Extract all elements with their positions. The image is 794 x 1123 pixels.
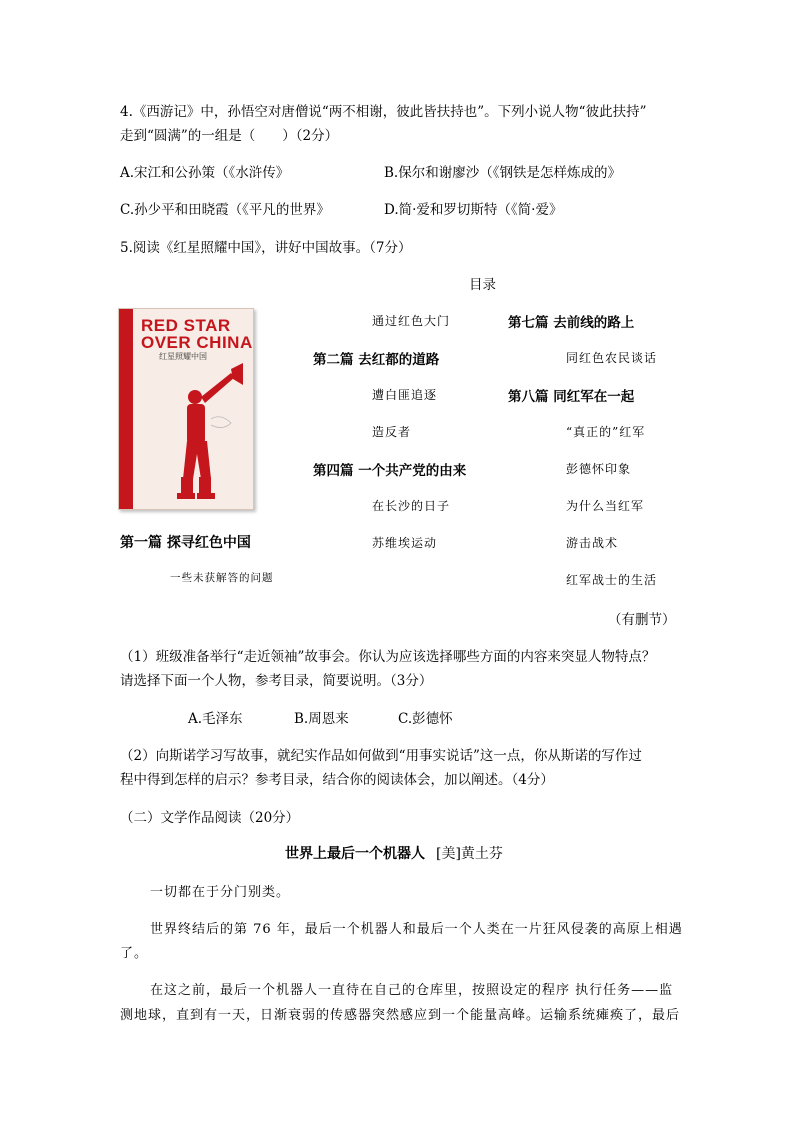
- toc-item-peng: 彭德怀印象: [566, 462, 632, 476]
- q5-sub1-line2: 请选择下面一个人物，参考目录，简要说明。（3分）: [120, 673, 433, 689]
- cover-title-line2: OVER CHINA: [141, 333, 253, 352]
- toc-part8: 第八篇 同红军在一起: [508, 389, 635, 405]
- toc-item-changsha: 在长沙的日子: [372, 499, 451, 513]
- q5-choice-c: C.彭德怀: [398, 711, 453, 727]
- story-paragraph-3-line1: 在这之前，最后一个机器人一直待在自己的仓库里，按照设定的程序 执行任务——监: [150, 983, 674, 998]
- q4-option-d: D.简·爱和罗切斯特（《简·爱》: [384, 202, 563, 218]
- toc-part2: 第二篇 去红都的道路: [313, 352, 440, 368]
- toc-note: （有删节）: [608, 612, 676, 628]
- q5-choice-a: A.毛泽东: [188, 711, 243, 727]
- toc-item-why-army: 为什么当红军: [566, 499, 645, 513]
- story-paragraph-3-line2: 测地球，直到有一天，日渐衰弱的传感器突然感应到一个能量高峰。运输系统瘫痪了，最后: [120, 1008, 681, 1023]
- toc-part7: 第七篇 去前线的路上: [508, 315, 635, 331]
- toc-item-chased: 遭白匪追逐: [372, 388, 438, 402]
- toc-item-rebels: 造反者: [372, 425, 412, 439]
- toc-item-soldier-life: 红军战士的生活: [566, 573, 658, 587]
- toc-title: 目录: [469, 277, 496, 293]
- toc-item-real-army: “真正的”红军: [566, 425, 646, 439]
- cover-title-cn: 红星照耀中国: [159, 352, 207, 361]
- story-paragraph-2-line1: 世界终结后的第 76 年，最后一个机器人和最后一个人类在一片狂风侵袭的高原上相遇: [150, 922, 683, 937]
- q4-option-a: A.宋江和公孙策（《水浒传》: [120, 165, 290, 181]
- q5-choice-b: B.周恩来: [294, 711, 349, 727]
- toc-item-red-gate: 通过红色大门: [372, 314, 451, 328]
- toc-item-guerrilla: 游击战术: [566, 536, 619, 550]
- trumpeter-silhouette: [119, 309, 253, 509]
- section2-heading: （二）文学作品阅读（20分）: [120, 810, 300, 826]
- cover-title-line1: RED STAR: [141, 316, 231, 335]
- q5-intro: 5.阅读《红星照耀中国》，讲好中国故事。（7分）: [120, 240, 412, 256]
- q4-option-c: C.孙少平和田晓霞（《平凡的世界》: [120, 202, 330, 218]
- story-paragraph-2-line2: 了。: [120, 946, 149, 961]
- q5-sub1-line1: （1）班级准备举行“走近领袖”故事会。你认为应该选择哪些方面的内容来突显人物特点？: [120, 649, 656, 665]
- q4-option-b: B.保尔和谢廖沙（《钢铁是怎样炼成的》: [384, 165, 621, 181]
- toc-item-soviet: 苏维埃运动: [372, 536, 438, 550]
- q5-sub2-line1: （2）向斯诺学习写故事，就纪实作品如何做到“用事实说话”这一点，你从斯诺的写作过: [120, 748, 642, 764]
- toc-part4: 第四篇 一个共产党的由来: [313, 463, 467, 479]
- toc-part1: 第一篇 探寻红色中国: [120, 535, 251, 551]
- q4-line1: 4.《西游记》中，孙悟空对唐僧说“两不相谢，彼此皆扶持也”。下列小说人物“彼此扶持”: [120, 104, 647, 120]
- story-author: [美]黄土芬: [436, 846, 503, 862]
- toc-part1-item1: 一些未获解答的问题: [170, 572, 274, 584]
- story-title: 世界上最后一个机器人: [285, 846, 425, 862]
- story-paragraph-1: 一切都在于分门别类。: [150, 885, 291, 900]
- q5-sub2-line2: 程中得到怎样的启示？参考目录，结合你的阅读体会，加以阐述。（4分）: [120, 772, 554, 788]
- book-cover-image: [118, 308, 254, 510]
- toc-item-peasants: 同红色农民谈话: [566, 351, 658, 365]
- q4-line2: 走到“圆满”的一组是（ ）（2分）: [120, 128, 339, 144]
